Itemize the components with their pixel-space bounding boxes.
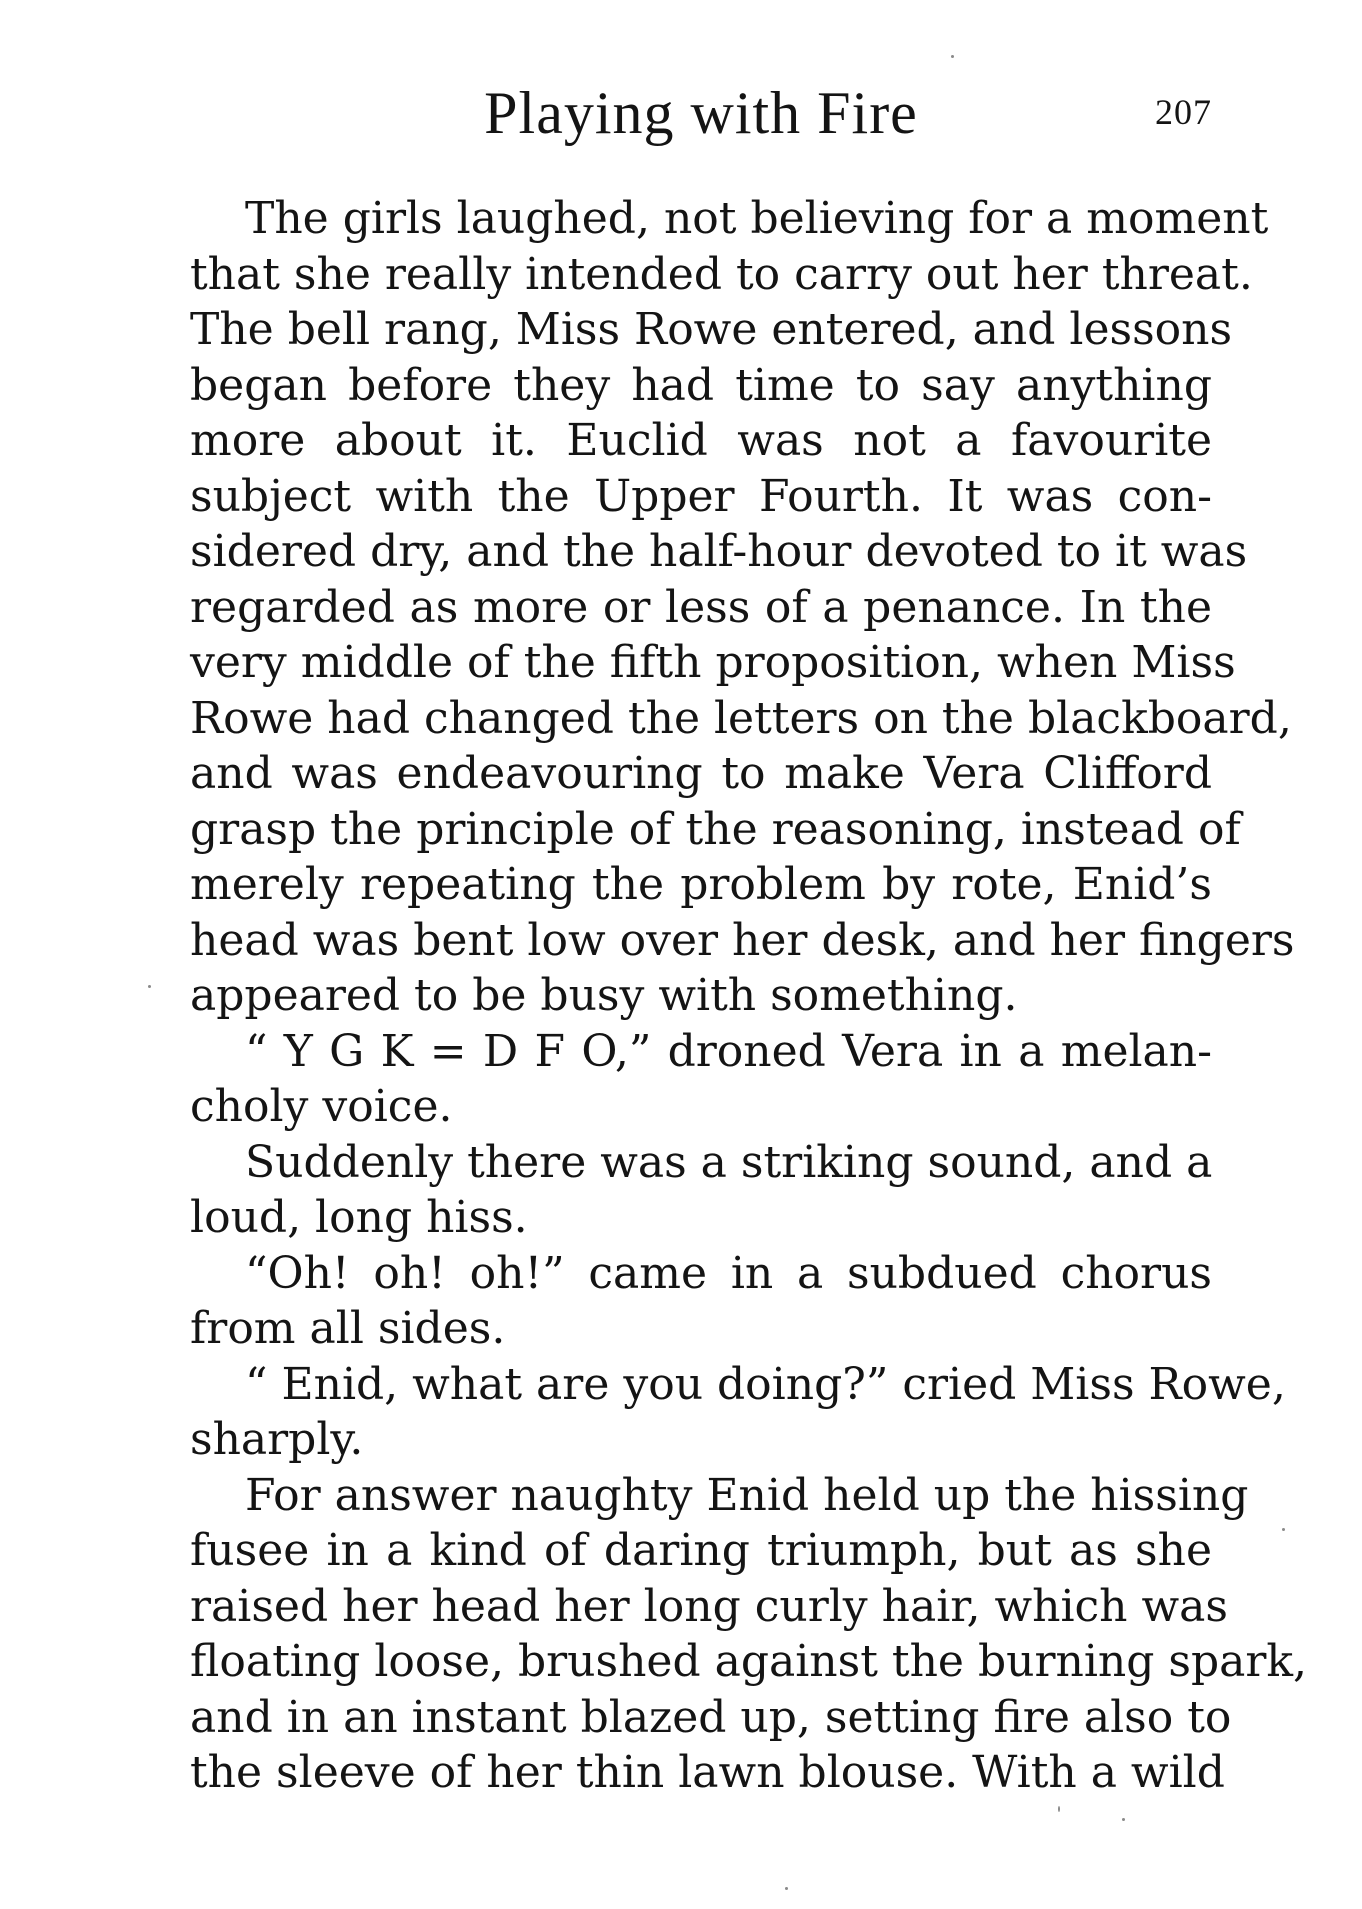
text-line: sidered dry, and the half-hour devoted to it was [190,526,1248,577]
text-line: The bell rang, Miss Rowe entered, and lessons [190,304,1233,355]
chapter-title: Playing with Fire [484,80,918,146]
text-line: more about it. Euclid was not a favourite [190,415,1212,466]
text-line: Suddenly there was a striking sound, and a [245,1136,1213,1188]
running-head [190,78,1212,148]
paper-speck [951,55,954,58]
body-text [190,191,1308,1801]
text-line: “Oh! oh! oh!” came in a subdued chorus [245,1247,1212,1299]
text-line: the sleeve of her thin lawn blouse. With a wild [190,1747,1225,1798]
text-line: head was bent low over her desk, and her fingers [190,914,1295,966]
text-line: loud, long hiss. [190,1192,528,1243]
paper-speck [1122,1818,1125,1821]
text-line: fusee in a kind of daring triumph, but as she [190,1525,1212,1576]
text-line: sharply. [190,1414,364,1465]
page-number: 207 [1155,92,1212,132]
paper-speck [1282,1528,1285,1531]
text-line: regarded as more or less of a penance. In the [190,581,1212,633]
text-line: that she really intended to carry out her threat. [190,248,1253,300]
text-line: very middle of the fifth proposition, when Miss [190,637,1236,688]
text-line: and in an instant blazed up, setting fire also to [190,1691,1232,1743]
paper-speck [785,1887,788,1890]
paper-speck [1058,1806,1060,1812]
text-line: appeared to be busy with something. [190,970,1018,1021]
text-line: “ Y G K = D F O,” droned Vera in a melan- [245,1025,1212,1077]
text-line: grasp the principle of the reasoning, instead of [190,803,1241,855]
text-line: from all sides. [190,1303,506,1354]
text-line: floating loose, brushed against the burning spark, [190,1636,1308,1687]
text-line: choly voice. [190,1081,453,1132]
text-line: and was endeavouring to make Vera Clifford [190,748,1212,799]
text-line: merely repeating the problem by rote, Enid’s [190,859,1212,910]
paper-speck [148,985,151,988]
text-line: subject with the Upper Fourth. It was con- [190,470,1212,522]
text-line: Rowe had changed the letters on the blackboard, [190,692,1292,744]
text-line: “ Enid, what are you doing?” cried Miss Rowe, [245,1358,1286,1410]
text-line: began before they had time to say anything [190,359,1212,411]
text-line: The girls laughed, not believing for a moment [245,193,1269,244]
text-line: raised her head her long curly hair, which was [190,1580,1228,1632]
text-line: For answer naughty Enid held up the hissing [245,1469,1249,1521]
